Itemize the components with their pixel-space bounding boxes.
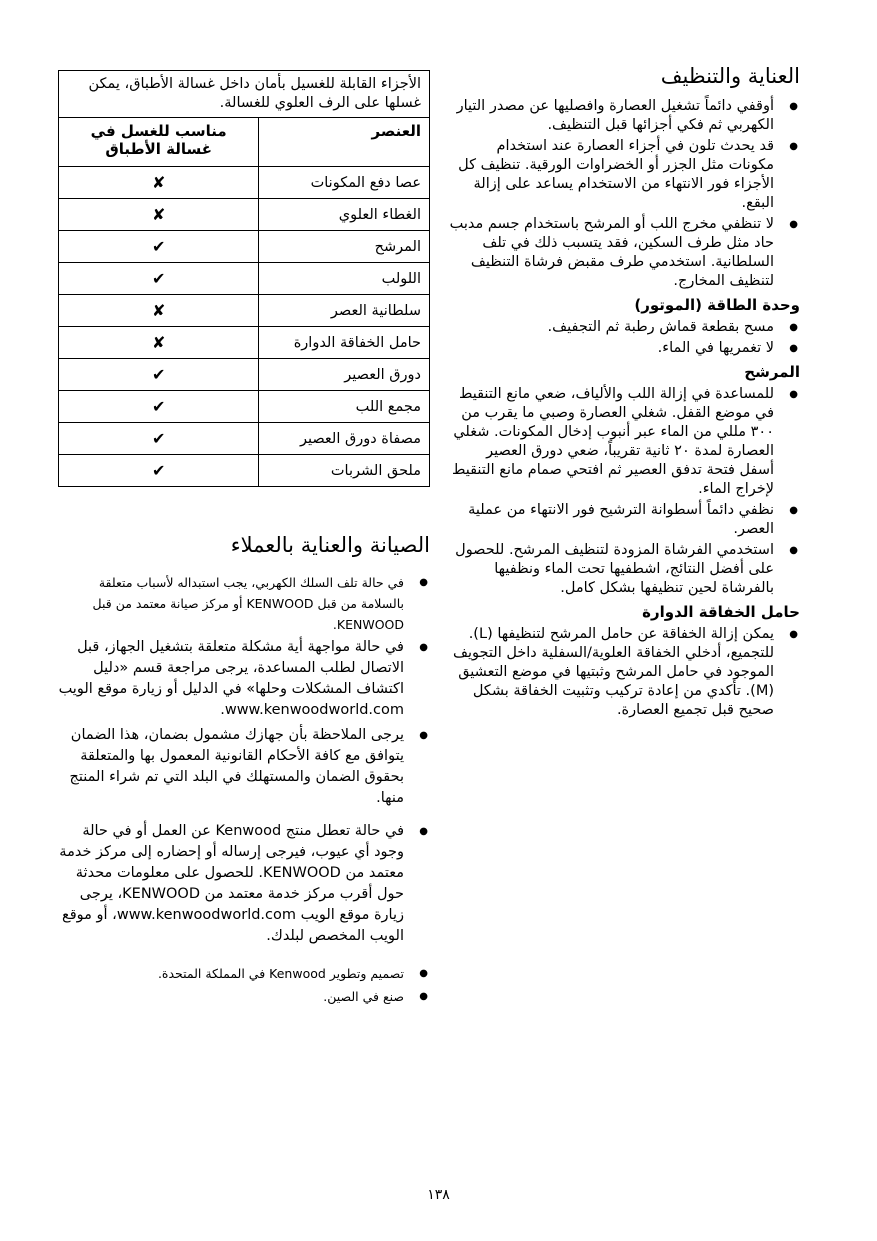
table-cell-mark: ✘ bbox=[59, 199, 259, 231]
table-cell-item: حامل الخفاقة الدوارة bbox=[259, 327, 430, 359]
whisk-holder-list bbox=[448, 625, 800, 720]
service-list bbox=[58, 637, 430, 947]
list-item: ● نظفي دائماً أسطوانة الترشيح فور الانتهاء من عملية العصر. bbox=[448, 501, 800, 539]
table-cell-item: عصا دفع المكونات bbox=[259, 167, 430, 199]
right-column bbox=[448, 62, 800, 722]
left-column bbox=[58, 70, 430, 1009]
motor-list bbox=[448, 318, 800, 358]
list-item: ● في حالة تعطل منتج Kenwood عن العمل أو في حالة وجود أي عيوب، فيرجى إرساله أو إحضاره إلى مركز خدمة معتمد من KENWOOD. للحصول على معلومات محدثة حول أقرب مركز خدمة معتمد من KENWOOD، يرجى زيارة موقع الويب www.kenwoodworld.com، أو موقع الويب المخصص لبلدك. bbox=[58, 821, 430, 947]
table-row bbox=[59, 327, 430, 359]
table-row bbox=[59, 359, 430, 391]
table-cell-item: دورق العصير bbox=[259, 359, 430, 391]
table-cell-mark: ✔ bbox=[59, 263, 259, 295]
table-row bbox=[59, 263, 430, 295]
dishwasher-table bbox=[58, 70, 430, 487]
table-cell-item: مصفاة دورق العصير bbox=[259, 423, 430, 455]
table-cell-mark: ✘ bbox=[59, 295, 259, 327]
filter-title: المرشح bbox=[744, 363, 800, 382]
service-small-list bbox=[58, 572, 430, 635]
table-row bbox=[59, 199, 430, 231]
filter-list bbox=[448, 385, 800, 598]
motor-title: وحدة الطاقة (الموتور) bbox=[634, 296, 800, 315]
table-intro: الأجزاء القابلة للغسيل بأمان داخل غسالة الأطباق، يمكن غسلها على الرف العلوي للغسالة. bbox=[59, 71, 430, 118]
table-row bbox=[59, 391, 430, 423]
table-row bbox=[59, 167, 430, 199]
list-item: ● صنع في الصين. bbox=[58, 986, 430, 1007]
origin-list bbox=[58, 963, 430, 1007]
table-row bbox=[59, 423, 430, 455]
table-cell-item: ملحق الشربات bbox=[259, 455, 430, 487]
list-item: ● في حالة مواجهة أية مشكلة متعلقة بتشغيل الجهاز، قبل الاتصال لطلب المساعدة، يرجى مراجعة قسم «دليل اكتشاف المشكلات وحلها» في الدليل أو زيارة موقع الويب www.kenwoodworld.com. bbox=[58, 637, 430, 721]
table-cell-mark: ✔ bbox=[59, 455, 259, 487]
table-row bbox=[59, 295, 430, 327]
table-cell-mark: ✘ bbox=[59, 327, 259, 359]
table-row bbox=[59, 455, 430, 487]
whisk-holder-title: حامل الخفاقة الدوارة bbox=[642, 603, 800, 622]
list-item: ● يمكن إزالة الخفاقة عن حامل المرشح لتنظيفها (L). للتجميع، أدخلي الخفاقة العلوية/السفلية داخل التجويف الموجود في حامل المرشح وثبتيها في موضع التعشيق (M). تأكدي من إعادة تركيب وتثبيت الخفاقة بشكل صحيح قبل تجميع العصارة. bbox=[448, 625, 800, 720]
list-item: ● لا تغمريها في الماء. bbox=[448, 339, 800, 358]
list-item: ● لا تنظفي مخرج اللب أو المرشح باستخدام جسم مدبب حاد مثل طرف السكين، فقد يتسبب ذلك في تلف السلطانية. استخدمي طرف مقبض فرشاة التنظيف لتنظيف المخارج. bbox=[448, 215, 800, 291]
table-header-dishwasher: مناسب للغسل في غسالة الأطباق bbox=[59, 118, 259, 167]
table-header-item: العنصر bbox=[259, 118, 430, 167]
service-title: الصيانة والعناية بالعملاء bbox=[230, 533, 430, 557]
table-cell-item: الغطاء العلوي bbox=[259, 199, 430, 231]
care-list bbox=[448, 97, 800, 291]
table-cell-item: مجمع اللب bbox=[259, 391, 430, 423]
list-item: ● يرجى الملاحظة بأن جهازك مشمول بضمان، هذا الضمان يتوافق مع كافة الأحكام القانونية المعمول بها والمتعلقة بحقوق الضمان والمستهلك في البلد التي تم شراء المنتج منها. bbox=[58, 725, 430, 809]
list-item: ● استخدمي الفرشاة المزودة لتنظيف المرشح. للحصول على أفضل النتائج، اشطفيها تحت الماء ونظفيها بالفرشاة لحين تنظيفها بشكل كامل. bbox=[448, 541, 800, 598]
table-cell-mark: ✔ bbox=[59, 391, 259, 423]
table-cell-item: اللولب bbox=[259, 263, 430, 295]
table-cell-mark: ✘ bbox=[59, 167, 259, 199]
list-item: ● في حالة تلف السلك الكهربي، يجب استبداله لأسباب متعلقة بالسلامة من قبل KENWOOD أو مركز صيانة معتمد من قبل KENWOOD. bbox=[58, 572, 430, 635]
table-cell-item: المرشح bbox=[259, 231, 430, 263]
list-item: ● للمساعدة في إزالة اللب والألياف، ضعي مانع التنقيط في موضع القفل. شغلي العصارة وصبي ما يقرب من ٣٠٠ مللي من الماء عبر أنبوب إدخال المكونات. شغلي العصارة لمدة ٢٠ ثانية تقريباً، ضعي دورق العصير أسفل فتحة تدفق العصير ثم افتحي صمام مانع التنقيط لإخراج الماء. bbox=[448, 385, 800, 499]
list-item: ● تصميم وتطوير Kenwood في المملكة المتحدة. bbox=[58, 963, 430, 984]
table-cell-mark: ✔ bbox=[59, 231, 259, 263]
table-cell-item: سلطانية العصر bbox=[259, 295, 430, 327]
list-item: ● أوقفي دائماً تشغيل العصارة وافصليها عن مصدر التيار الكهربي ثم فكي أجزائها قبل التنظيف. bbox=[448, 97, 800, 135]
table-cell-mark: ✔ bbox=[59, 423, 259, 455]
care-title: العناية والتنظيف bbox=[660, 64, 800, 88]
list-item: ● قد يحدث تلون في أجزاء العصارة عند استخدام مكونات مثل الجزر أو الخضراوات الورقية. تنظيف كل الأجزاء فور الانتهاء من الاستخدام يساعد على إزالة البقع. bbox=[448, 137, 800, 213]
table-cell-mark: ✔ bbox=[59, 359, 259, 391]
list-item: ● مسح بقطعة قماش رطبة ثم التجفيف. bbox=[448, 318, 800, 337]
page-number: ١٣٨ bbox=[427, 1187, 450, 1203]
table-row bbox=[59, 231, 430, 263]
